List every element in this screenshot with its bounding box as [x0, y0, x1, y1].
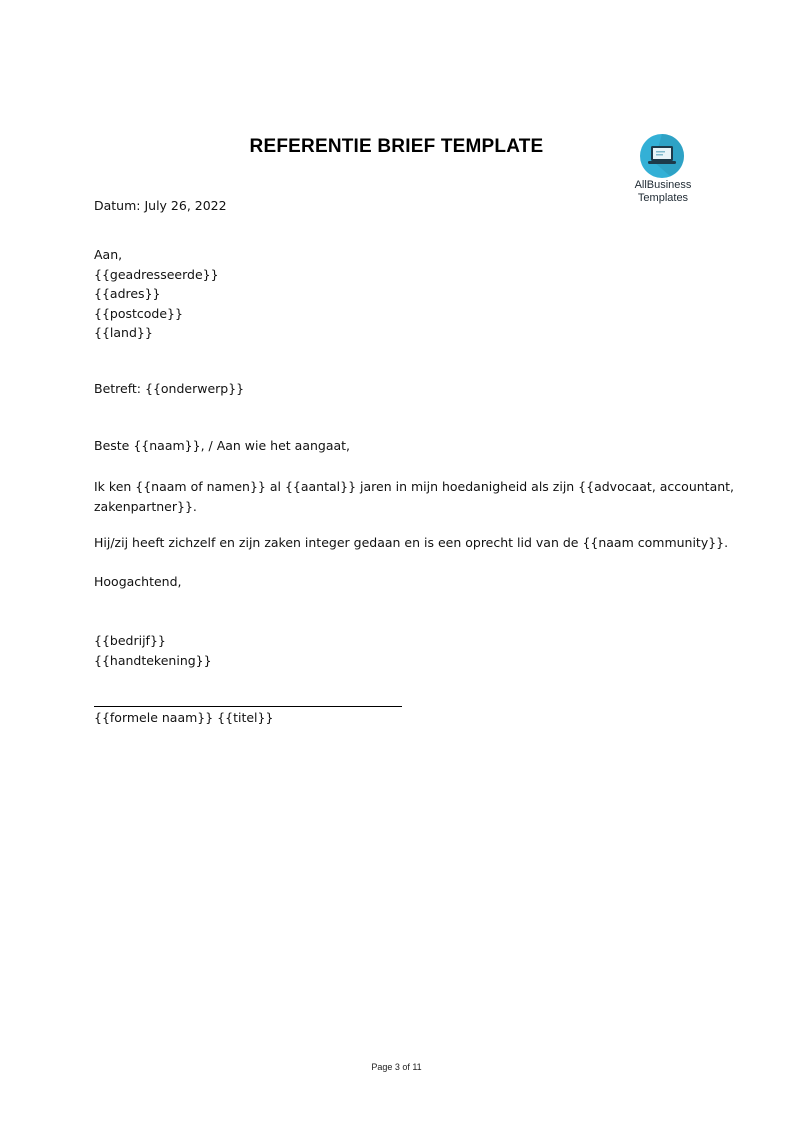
page-number: Page 3 of 11 — [371, 1062, 422, 1072]
paragraph-1-line-2: zakenpartner}}. — [94, 498, 197, 514]
closing: Hoogachtend, — [94, 574, 182, 589]
signature-placeholder: {{handtekening}} — [94, 652, 212, 668]
address-postcode: {{postcode}} — [94, 305, 183, 321]
paragraph-1-line-1: Ik ken {{naam of namen}} al {{aantal}} jaren in mijn hoedanigheid als zijn {{advocaat, accountant, — [94, 479, 735, 494]
allbusiness-templates-logo — [626, 134, 702, 210]
document-title: REFERENTIE BRIEF TEMPLATE — [249, 136, 544, 157]
signature-block — [94, 631, 212, 670]
address-country: {{land}} — [94, 325, 153, 340]
paragraph-2: Hij/zij heeft zichzelf en zijn zaken integer gedaan en is een oprecht lid van de {{naam community}}. — [94, 535, 729, 550]
signature-line — [94, 706, 402, 707]
paragraph-1 — [94, 477, 734, 516]
address-block — [94, 245, 219, 343]
salutation: Beste {{naam}}, / Aan wie het aangaat, — [94, 438, 351, 453]
logo-text-line2: Templates — [637, 192, 689, 204]
company-placeholder: {{bedrijf}} — [94, 633, 166, 648]
address-greeting: Aan, — [94, 247, 123, 262]
signer-name-title: {{formele naam}} {{titel}} — [94, 710, 274, 725]
date-line: Datum: July 26, 2022 — [94, 198, 227, 213]
logo-badge — [640, 134, 684, 178]
laptop-icon — [640, 134, 684, 178]
subject-line: Betreft: {{onderwerp}} — [94, 381, 245, 396]
logo-text-line1: AllBusiness — [634, 179, 692, 191]
address-street: {{adres}} — [94, 286, 161, 301]
address-recipient: {{geadresseerde}} — [94, 266, 219, 282]
logo-text — [626, 179, 700, 205]
